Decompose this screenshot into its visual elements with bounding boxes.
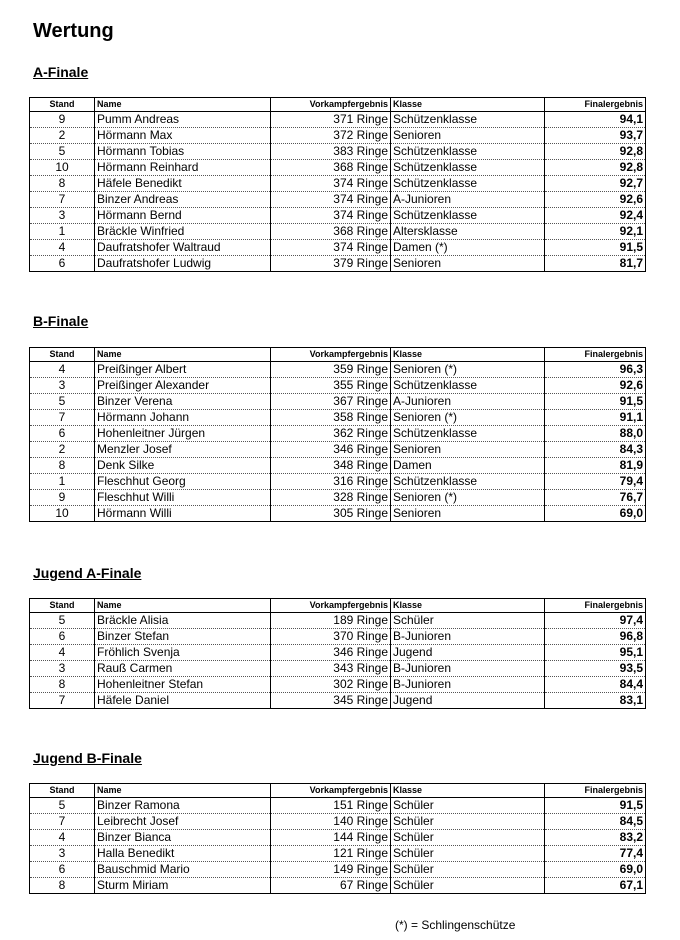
cell-name: Hörmann Reinhard xyxy=(95,160,271,176)
cell-vorkampfergebnis: 302 Ringe xyxy=(271,677,391,693)
table-row xyxy=(30,394,646,410)
cell-klasse: Schützenklasse xyxy=(391,176,545,192)
cell-finalergebnis: 84,4 xyxy=(545,677,646,693)
cell-klasse: Senioren xyxy=(391,128,545,144)
header-klasse: Klasse xyxy=(391,599,545,613)
cell-finalergebnis: 84,5 xyxy=(545,814,646,830)
header-vorkampfergebnis: Vorkampfergebnis xyxy=(271,98,391,112)
cell-name: Binzer Stefan xyxy=(95,629,271,645)
cell-stand: 2 xyxy=(30,128,95,144)
cell-finalergebnis: 92,6 xyxy=(545,192,646,208)
cell-finalergebnis: 96,3 xyxy=(545,362,646,378)
cell-stand: 8 xyxy=(30,677,95,693)
cell-finalergebnis: 96,8 xyxy=(545,629,646,645)
cell-vorkampfergebnis: 345 Ringe xyxy=(271,693,391,709)
cell-finalergebnis: 83,1 xyxy=(545,693,646,709)
cell-vorkampfergebnis: 374 Ringe xyxy=(271,240,391,256)
header-vorkampfergebnis: Vorkampfergebnis xyxy=(271,348,391,362)
cell-finalergebnis: 92,1 xyxy=(545,224,646,240)
header-name: Name xyxy=(95,599,271,613)
cell-stand: 7 xyxy=(30,814,95,830)
cell-vorkampfergebnis: 140 Ringe xyxy=(271,814,391,830)
cell-vorkampfergebnis: 374 Ringe xyxy=(271,208,391,224)
cell-stand: 3 xyxy=(30,208,95,224)
cell-vorkampfergebnis: 316 Ringe xyxy=(271,474,391,490)
header-finalergebnis: Finalergebnis xyxy=(545,784,646,798)
cell-name: Daufratshofer Waltraud xyxy=(95,240,271,256)
cell-name: Daufratshofer Ludwig xyxy=(95,256,271,272)
table-row xyxy=(30,442,646,458)
cell-stand: 4 xyxy=(30,645,95,661)
table-row xyxy=(30,176,646,192)
cell-vorkampfergebnis: 374 Ringe xyxy=(271,176,391,192)
cell-stand: 3 xyxy=(30,661,95,677)
table-row xyxy=(30,474,646,490)
cell-vorkampfergebnis: 359 Ringe xyxy=(271,362,391,378)
cell-name: Rauß Carmen xyxy=(95,661,271,677)
cell-vorkampfergebnis: 379 Ringe xyxy=(271,256,391,272)
cell-finalergebnis: 92,8 xyxy=(545,144,646,160)
cell-name: Bauschmid Mario xyxy=(95,862,271,878)
page-title: Wertung xyxy=(33,20,114,42)
cell-klasse: Schützenklasse xyxy=(391,144,545,160)
cell-klasse: Schützenklasse xyxy=(391,426,545,442)
cell-name: Preißinger Alexander xyxy=(95,378,271,394)
cell-stand: 10 xyxy=(30,160,95,176)
cell-klasse: Damen (*) xyxy=(391,240,545,256)
cell-vorkampfergebnis: 368 Ringe xyxy=(271,224,391,240)
cell-klasse: Schüler xyxy=(391,878,545,894)
table-row xyxy=(30,240,646,256)
table-row xyxy=(30,426,646,442)
cell-vorkampfergebnis: 121 Ringe xyxy=(271,846,391,862)
cell-klasse: Schützenklasse xyxy=(391,474,545,490)
cell-finalergebnis: 92,4 xyxy=(545,208,646,224)
cell-klasse: Schüler xyxy=(391,814,545,830)
cell-stand: 2 xyxy=(30,442,95,458)
cell-klasse: Senioren xyxy=(391,506,545,522)
table-row xyxy=(30,378,646,394)
cell-klasse: Schüler xyxy=(391,846,545,862)
cell-name: Häfele Daniel xyxy=(95,693,271,709)
cell-vorkampfergebnis: 305 Ringe xyxy=(271,506,391,522)
cell-finalergebnis: 91,1 xyxy=(545,410,646,426)
cell-name: Hörmann Willi xyxy=(95,506,271,522)
cell-name: Häfele Benedikt xyxy=(95,176,271,192)
table-row xyxy=(30,458,646,474)
cell-stand: 7 xyxy=(30,693,95,709)
table-row xyxy=(30,830,646,846)
cell-finalergebnis: 67,1 xyxy=(545,878,646,894)
cell-vorkampfergebnis: 374 Ringe xyxy=(271,192,391,208)
cell-finalergebnis: 69,0 xyxy=(545,862,646,878)
cell-stand: 9 xyxy=(30,490,95,506)
cell-klasse: Schüler xyxy=(391,798,545,814)
table-row xyxy=(30,192,646,208)
cell-finalergebnis: 91,5 xyxy=(545,394,646,410)
header-stand: Stand xyxy=(30,98,95,112)
cell-klasse: Jugend xyxy=(391,693,545,709)
cell-finalergebnis: 95,1 xyxy=(545,645,646,661)
cell-vorkampfergebnis: 144 Ringe xyxy=(271,830,391,846)
cell-name: Hohenleitner Stefan xyxy=(95,677,271,693)
cell-name: Hörmann Johann xyxy=(95,410,271,426)
cell-klasse: Jugend xyxy=(391,645,545,661)
cell-finalergebnis: 81,9 xyxy=(545,458,646,474)
results-table-jugend-a-finale xyxy=(29,598,646,709)
cell-stand: 9 xyxy=(30,112,95,128)
footnote: (*) = Schlingenschütze xyxy=(395,918,516,932)
cell-vorkampfergebnis: 367 Ringe xyxy=(271,394,391,410)
table-header-row xyxy=(30,348,646,362)
cell-klasse: A-Junioren xyxy=(391,394,545,410)
table-row xyxy=(30,506,646,522)
cell-name: Sturm Miriam xyxy=(95,878,271,894)
table-row xyxy=(30,878,646,894)
header-name: Name xyxy=(95,348,271,362)
cell-finalergebnis: 93,7 xyxy=(545,128,646,144)
header-finalergebnis: Finalergebnis xyxy=(545,98,646,112)
table-row xyxy=(30,661,646,677)
cell-klasse: B-Junioren xyxy=(391,629,545,645)
cell-finalergebnis: 97,4 xyxy=(545,613,646,629)
cell-finalergebnis: 76,7 xyxy=(545,490,646,506)
header-klasse: Klasse xyxy=(391,784,545,798)
cell-vorkampfergebnis: 67 Ringe xyxy=(271,878,391,894)
table-header-row xyxy=(30,784,646,798)
cell-finalergebnis: 93,5 xyxy=(545,661,646,677)
cell-name: Pumm Andreas xyxy=(95,112,271,128)
cell-name: Leibrecht Josef xyxy=(95,814,271,830)
cell-stand: 3 xyxy=(30,846,95,862)
cell-stand: 7 xyxy=(30,410,95,426)
header-vorkampfergebnis: Vorkampfergebnis xyxy=(271,599,391,613)
table-row xyxy=(30,112,646,128)
table-row xyxy=(30,144,646,160)
header-klasse: Klasse xyxy=(391,98,545,112)
table-row xyxy=(30,490,646,506)
cell-name: Binzer Bianca xyxy=(95,830,271,846)
table-row xyxy=(30,613,646,629)
cell-klasse: Senioren xyxy=(391,442,545,458)
table-row xyxy=(30,814,646,830)
cell-klasse: Schüler xyxy=(391,862,545,878)
cell-stand: 6 xyxy=(30,256,95,272)
cell-stand: 5 xyxy=(30,798,95,814)
cell-stand: 5 xyxy=(30,394,95,410)
cell-stand: 4 xyxy=(30,830,95,846)
cell-name: Hörmann Bernd xyxy=(95,208,271,224)
table-row xyxy=(30,160,646,176)
cell-name: Hörmann Max xyxy=(95,128,271,144)
cell-name: Hörmann Tobias xyxy=(95,144,271,160)
cell-finalergebnis: 92,6 xyxy=(545,378,646,394)
cell-finalergebnis: 84,3 xyxy=(545,442,646,458)
cell-stand: 8 xyxy=(30,458,95,474)
cell-klasse: B-Junioren xyxy=(391,661,545,677)
cell-stand: 8 xyxy=(30,176,95,192)
table-row xyxy=(30,677,646,693)
cell-vorkampfergebnis: 362 Ringe xyxy=(271,426,391,442)
header-stand: Stand xyxy=(30,784,95,798)
table-row xyxy=(30,846,646,862)
cell-vorkampfergebnis: 346 Ringe xyxy=(271,645,391,661)
cell-vorkampfergebnis: 149 Ringe xyxy=(271,862,391,878)
table-row xyxy=(30,629,646,645)
results-table-b-finale xyxy=(29,347,646,522)
cell-klasse: Damen xyxy=(391,458,545,474)
header-finalergebnis: Finalergebnis xyxy=(545,348,646,362)
cell-name: Bräckle Winfried xyxy=(95,224,271,240)
cell-vorkampfergebnis: 371 Ringe xyxy=(271,112,391,128)
header-vorkampfergebnis: Vorkampfergebnis xyxy=(271,784,391,798)
table-header-row xyxy=(30,98,646,112)
cell-name: Hohenleitner Jürgen xyxy=(95,426,271,442)
cell-stand: 5 xyxy=(30,144,95,160)
table-row xyxy=(30,693,646,709)
cell-klasse: Schützenklasse xyxy=(391,160,545,176)
cell-name: Fröhlich Svenja xyxy=(95,645,271,661)
cell-stand: 8 xyxy=(30,878,95,894)
section-title-jugend-a-finale: Jugend A-Finale xyxy=(33,565,142,581)
cell-name: Binzer Andreas xyxy=(95,192,271,208)
table-row xyxy=(30,410,646,426)
cell-stand: 1 xyxy=(30,474,95,490)
section-title-b-finale: B-Finale xyxy=(33,313,89,329)
cell-stand: 10 xyxy=(30,506,95,522)
cell-stand: 6 xyxy=(30,426,95,442)
cell-klasse: Senioren (*) xyxy=(391,362,545,378)
cell-name: Fleschhut Georg xyxy=(95,474,271,490)
section-title-a-finale: A-Finale xyxy=(33,64,89,80)
cell-vorkampfergebnis: 348 Ringe xyxy=(271,458,391,474)
cell-vorkampfergebnis: 343 Ringe xyxy=(271,661,391,677)
cell-vorkampfergebnis: 189 Ringe xyxy=(271,613,391,629)
cell-stand: 3 xyxy=(30,378,95,394)
table-row xyxy=(30,862,646,878)
cell-finalergebnis: 91,5 xyxy=(545,798,646,814)
cell-klasse: Schützenklasse xyxy=(391,112,545,128)
table-row xyxy=(30,128,646,144)
cell-finalergebnis: 94,1 xyxy=(545,112,646,128)
table-row xyxy=(30,645,646,661)
table-row xyxy=(30,224,646,240)
cell-finalergebnis: 81,7 xyxy=(545,256,646,272)
cell-stand: 4 xyxy=(30,362,95,378)
header-stand: Stand xyxy=(30,348,95,362)
cell-klasse: Schüler xyxy=(391,830,545,846)
table-row xyxy=(30,798,646,814)
cell-name: Denk Silke xyxy=(95,458,271,474)
cell-vorkampfergebnis: 346 Ringe xyxy=(271,442,391,458)
cell-name: Halla Benedikt xyxy=(95,846,271,862)
results-table-jugend-b-finale xyxy=(29,783,646,894)
cell-vorkampfergebnis: 372 Ringe xyxy=(271,128,391,144)
cell-finalergebnis: 77,4 xyxy=(545,846,646,862)
cell-finalergebnis: 69,0 xyxy=(545,506,646,522)
cell-klasse: B-Junioren xyxy=(391,677,545,693)
cell-finalergebnis: 91,5 xyxy=(545,240,646,256)
header-finalergebnis: Finalergebnis xyxy=(545,599,646,613)
cell-finalergebnis: 88,0 xyxy=(545,426,646,442)
cell-name: Bräckle Alisia xyxy=(95,613,271,629)
cell-finalergebnis: 92,7 xyxy=(545,176,646,192)
header-name: Name xyxy=(95,784,271,798)
cell-stand: 6 xyxy=(30,862,95,878)
cell-name: Binzer Ramona xyxy=(95,798,271,814)
cell-finalergebnis: 92,8 xyxy=(545,160,646,176)
cell-klasse: Senioren (*) xyxy=(391,490,545,506)
cell-klasse: Altersklasse xyxy=(391,224,545,240)
cell-stand: 4 xyxy=(30,240,95,256)
table-row xyxy=(30,256,646,272)
cell-name: Fleschhut Willi xyxy=(95,490,271,506)
header-name: Name xyxy=(95,98,271,112)
section-title-jugend-b-finale: Jugend B-Finale xyxy=(33,750,142,766)
header-stand: Stand xyxy=(30,599,95,613)
cell-name: Binzer Verena xyxy=(95,394,271,410)
cell-vorkampfergebnis: 355 Ringe xyxy=(271,378,391,394)
cell-stand: 1 xyxy=(30,224,95,240)
cell-name: Menzler Josef xyxy=(95,442,271,458)
cell-klasse: Schützenklasse xyxy=(391,378,545,394)
header-klasse: Klasse xyxy=(391,348,545,362)
cell-vorkampfergebnis: 328 Ringe xyxy=(271,490,391,506)
cell-finalergebnis: 83,2 xyxy=(545,830,646,846)
table-header-row xyxy=(30,599,646,613)
cell-klasse: Schüler xyxy=(391,613,545,629)
results-table-a-finale xyxy=(29,97,646,272)
cell-stand: 7 xyxy=(30,192,95,208)
cell-vorkampfergebnis: 383 Ringe xyxy=(271,144,391,160)
table-row xyxy=(30,208,646,224)
cell-stand: 5 xyxy=(30,613,95,629)
cell-klasse: A-Junioren xyxy=(391,192,545,208)
cell-name: Preißinger Albert xyxy=(95,362,271,378)
cell-vorkampfergebnis: 151 Ringe xyxy=(271,798,391,814)
cell-vorkampfergebnis: 370 Ringe xyxy=(271,629,391,645)
cell-vorkampfergebnis: 368 Ringe xyxy=(271,160,391,176)
cell-finalergebnis: 79,4 xyxy=(545,474,646,490)
cell-klasse: Senioren (*) xyxy=(391,410,545,426)
cell-klasse: Senioren xyxy=(391,256,545,272)
cell-klasse: Schützenklasse xyxy=(391,208,545,224)
cell-vorkampfergebnis: 358 Ringe xyxy=(271,410,391,426)
table-row xyxy=(30,362,646,378)
cell-stand: 6 xyxy=(30,629,95,645)
